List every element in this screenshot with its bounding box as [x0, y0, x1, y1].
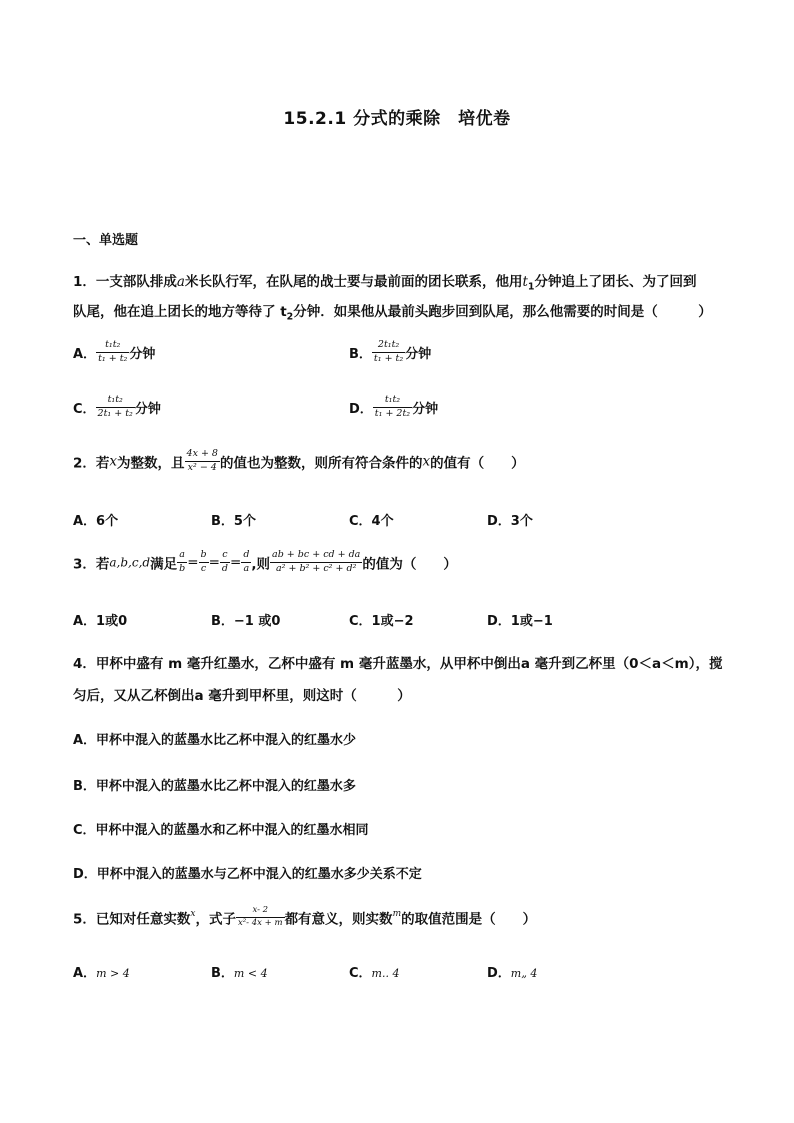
q1-text: 分钟追上了团长、为了回到 [534, 274, 697, 290]
question-1-line-1 [73, 270, 696, 293]
q4-option-a: A．甲杯中混入的蓝墨水比乙杯中混入的红墨水少 [73, 733, 357, 748]
q1-option-b: B． $\frac{\text{2t₁t₂}}{\text{t₁ + t₂}}$ 分钟 [349, 339, 432, 364]
q2-fraction: $\frac{4x + 8}{\text{x² − 4}}$ [186, 448, 218, 473]
q3-fraction-b-c: $\frac{b}{c}$ [200, 549, 207, 574]
q3-big-fraction: $\frac{ab + bc + cd + da}{\text{a² + b² + c² + d²}}$ [272, 549, 361, 574]
q5-option-d: D．m„ 4 [487, 966, 538, 981]
q3-vars: a,b,c,d [109, 555, 151, 570]
question-5: 5．已知对任意实数$^x$，式子 $\frac{x- 2}{\text{x²- 4x + m}}$ 都有意义，则实数$^m$的取值范围是（ ） [73, 905, 537, 928]
question-1-line-2 [73, 300, 712, 323]
q5-option-c: C．m.. 4 [349, 966, 400, 981]
q3-option-b: B．−1 或0 [211, 614, 281, 629]
q3-fraction-c-d: $\frac{c}{d}$ [221, 549, 228, 574]
q1-subscript: 2 [286, 311, 294, 323]
q1-option-d: D． $\frac{\text{t₁t₂}}{\text{t₁ + 2t₂}}$ 分钟 [349, 394, 439, 419]
q1-option-a-fraction: $\frac{\text{t₁t₂}}{\text{t₁ + t₂}}$ [98, 339, 128, 364]
q1-text: 1．一支部队排成 [73, 274, 177, 290]
section-heading: 一、单选题 [73, 233, 139, 248]
q5-fraction: $\frac{x- 2}{\text{x²- 4x + m}}$ [237, 905, 283, 928]
q4-option-b: B．甲杯中混入的蓝墨水比乙杯中混入的红墨水多 [73, 779, 356, 794]
q3-fraction-d-a: $\frac{d}{a}$ [243, 549, 250, 574]
page-title: 15.2.1 分式的乘除 培优卷 [283, 109, 511, 129]
q1-text: 米长队行军，在队尾的战士要与最前面的团长联系，他用 [184, 274, 523, 290]
q1-text: 队尾，他在追上团长的地方等待了 t [73, 304, 287, 320]
q2-var-x: x [109, 453, 118, 470]
q1-option-d-fraction: $\frac{\text{t₁t₂}}{\text{t₁ + 2t₂}}$ [374, 394, 411, 419]
q3-fraction-a-b: $\frac{a}{b}$ [179, 549, 186, 574]
q1-option-c-fraction: $\frac{\text{t₁t₂}}{\text{2t₁ + t₂}}$ [97, 394, 133, 419]
q4-option-c: C．甲杯中混入的蓝墨水和乙杯中混入的红墨水相同 [73, 823, 369, 838]
question-3: 3．若a,b,c,d满足 $\frac{a}{b}$ = $\frac{b}{c}$ = $\frac{c}{d}$ = $\frac{d}{a}$ ,则 $\frac{ab + bc + cd + da}{\text{a² + b² + c² + d²}}$ 的值为（ ） [73, 549, 457, 574]
question-4-line-2: 匀后，又从乙杯倒出a 毫升到甲杯里，则这时（ ） [73, 688, 411, 704]
q2-option-b: B．5个 [211, 514, 256, 529]
q2-var-x: x [422, 453, 431, 470]
q3-option-c: C．1或−2 [349, 614, 414, 629]
q5-var-m: m [392, 908, 402, 919]
q2-option-c: C．4个 [349, 514, 394, 529]
q1-var-a: a [176, 274, 185, 290]
q4-option-d: D．甲杯中混入的蓝墨水与乙杯中混入的红墨水多少关系不定 [73, 867, 422, 882]
q2-option-d: D．3个 [487, 514, 533, 529]
q5-var-x: x [190, 908, 196, 919]
q1-subscript: 1 [527, 281, 535, 293]
q5-option-a: A．m > 4 [73, 966, 130, 981]
question-4-line-1: 4．甲杯中盛有 m 毫升红墨水，乙杯中盛有 m 毫升蓝墨水，从甲杯中倒出a 毫升到乙杯里（0＜a＜m），搅 [73, 656, 723, 672]
question-2: 2．若x为整数，且 $\frac{4x + 8}{\text{x² − 4}}$ 的值也为整数，则所有符合条件的x的值有（ ） [73, 448, 525, 473]
q3-option-a: A．1或0 [73, 614, 128, 629]
q5-option-b: B．m < 4 [211, 966, 268, 981]
q1-option-a: A． $\frac{\text{t₁t₂}}{\text{t₁ + t₂}}$ 分钟 [73, 339, 156, 364]
q1-option-b-fraction: $\frac{\text{2t₁t₂}}{\text{t₁ + t₂}}$ [373, 339, 404, 364]
q1-var-t: t [522, 274, 528, 290]
q2-option-a: A．6个 [73, 514, 119, 529]
q3-option-d: D．1或−1 [487, 614, 553, 629]
q1-option-c: C． $\frac{\text{t₁t₂}}{\text{2t₁ + t₂}}$ 分钟 [73, 394, 161, 419]
q1-text: 分钟．如果他从最前头跑步回到队尾，那么他需要的时间是（ ） [293, 304, 712, 320]
